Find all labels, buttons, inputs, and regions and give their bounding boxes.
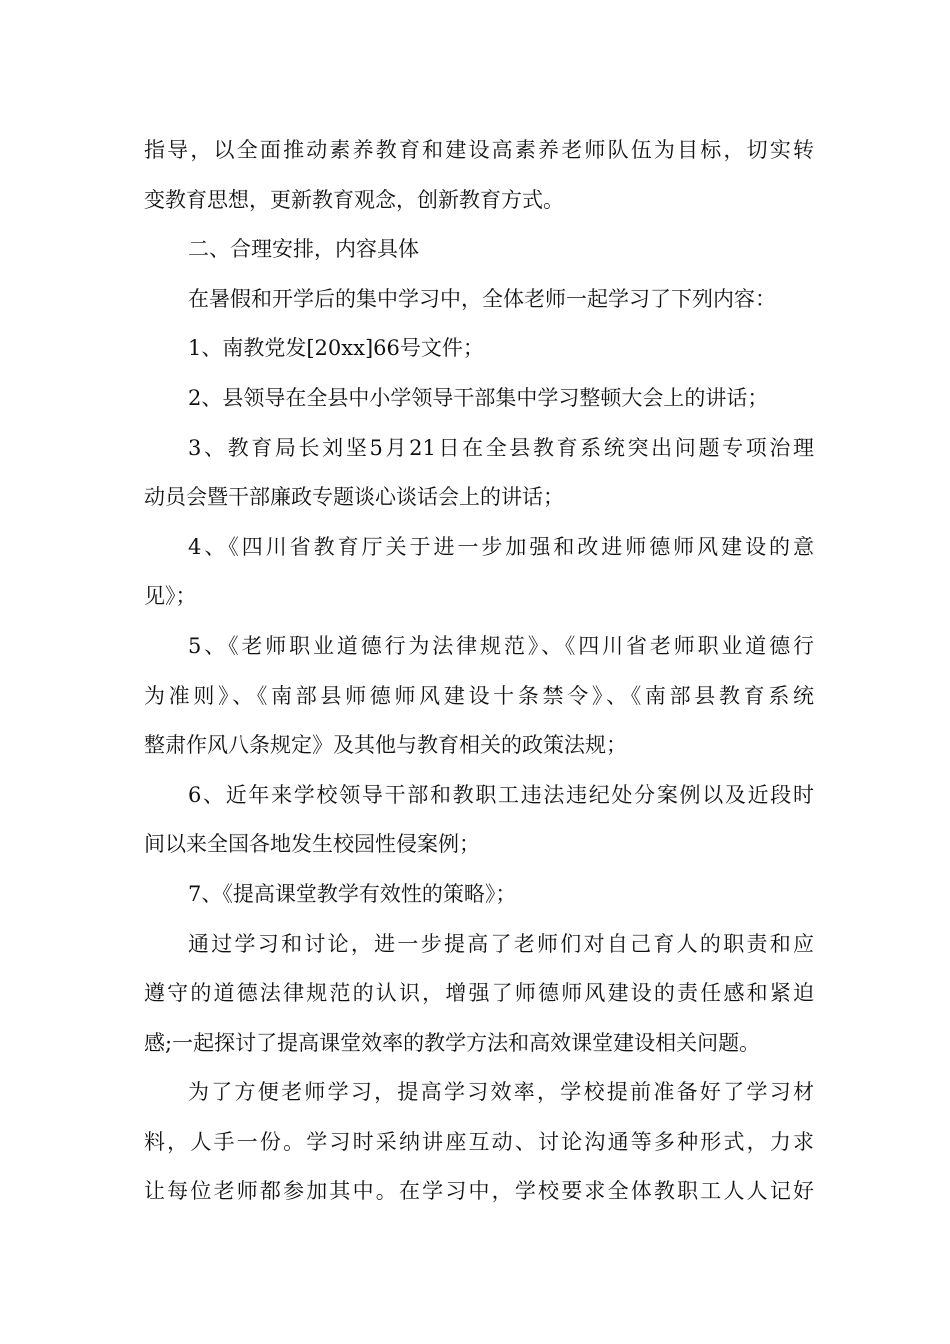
- list-item: 4、《四川省教育厅关于进一步加强和改进师德师风建设的意: [188, 534, 814, 559]
- text-line: 为了方便老师学习，提高学习效率，学校提前准备好了学习材: [188, 1080, 814, 1105]
- list-item: 7、《提高课堂教学有效性的策略》；: [188, 881, 517, 906]
- text-line: 遵守的道德法律规范的认识，增强了师德师风建设的责任感和紧迫: [144, 981, 814, 1006]
- text-line: 间以来全国各地发生校园性侵案例；: [144, 832, 480, 857]
- text-line: 变教育思想，更新教育观念，创新教育方式。: [144, 187, 564, 212]
- list-item: 1、南教党发[20xx]66号文件；: [188, 336, 484, 361]
- text-line: 料，人手一份。学习时采纳讲座互动、讨论沟通等多种形式，力求: [144, 1129, 814, 1154]
- text-line: 让每位老师都参加其中。在学习中，学校要求全体教职工人人记好: [144, 1179, 814, 1204]
- text-line: 指导，以全面推动素养教育和建设高素养老师队伍为目标，切实转: [144, 138, 814, 162]
- list-item: 3、教育局长刘坚5月21日在全县教育系统突出问题专项治理: [188, 435, 814, 460]
- text-line: 整肃作风八条规定》及其他与教育相关的政策法规；: [144, 733, 627, 758]
- text-line: 动员会暨干部廉政专题谈心谈话会上的讲话；: [144, 485, 564, 510]
- list-item: 2、县领导在全县中小学领导干部集中学习整顿大会上的讲话；: [188, 385, 769, 410]
- list-item: 5、《老师职业道德行为法律规范》、《四川省老师职业道德行: [188, 633, 814, 658]
- document-body: [144, 126, 814, 1217]
- text-line: 通过学习和讨论，进一步提高了老师们对自己育人的职责和应: [188, 931, 814, 956]
- section-heading: 二、合理安排，内容具体: [188, 237, 419, 262]
- text-line: 感;一起探讨了提高课堂效率的教学方法和高效课堂建设相关问题。: [144, 1030, 761, 1055]
- list-item: 6、近年来学校领导干部和教职工违法违纪处分案例以及近段时: [188, 782, 814, 807]
- text-line: 为准则》、《南部县师德师风建设十条禁令》、《南部县教育系统: [144, 683, 814, 708]
- text-line: 在暑假和开学后的集中学习中，全体老师一起学习了下列内容：: [188, 286, 776, 311]
- text-line: 见》；: [144, 584, 197, 609]
